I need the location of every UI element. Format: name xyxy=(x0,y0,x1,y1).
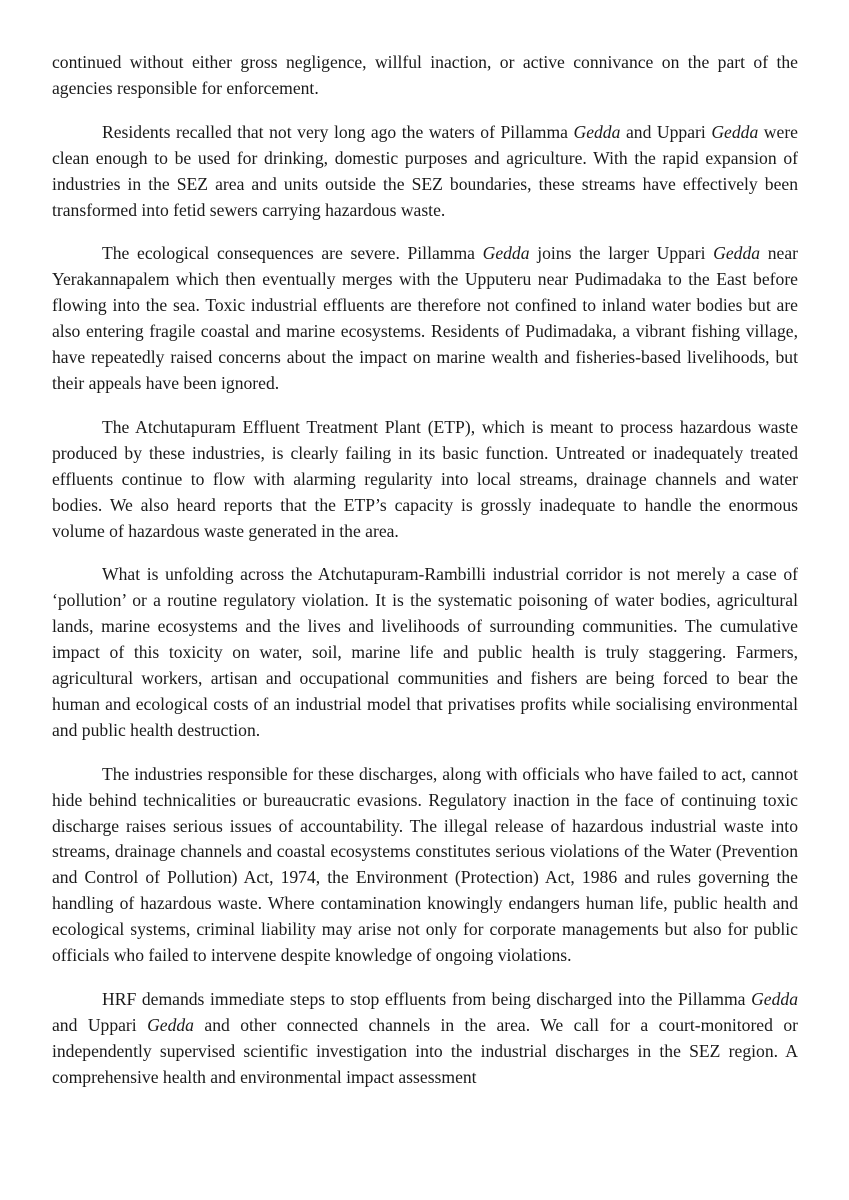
paragraph xyxy=(52,120,798,224)
paragraph xyxy=(52,50,798,102)
paragraph xyxy=(52,987,798,1091)
text-run: The ecological consequences are severe. Pillamma xyxy=(102,243,483,264)
text-run: joins the larger Uppari xyxy=(529,243,714,264)
italic-term: Gedda xyxy=(711,121,759,142)
document-page xyxy=(52,50,798,1109)
paragraph xyxy=(52,241,798,396)
text-run: near Yerakannapalem which then eventually merges with the Upputeru near Pudimadaka to the East before flowing into the sea. Toxic industrial effluents are therefore not confined to inland water bodies but are also entering fragile coastal and marine ecosystems. Residents of Pudimadaka, a vibrant fishing village, have repeatedly raised concerns about the impact on marine wealth and fisheries-based livelihoods, but their appeals have been ignored. xyxy=(52,243,798,393)
italic-term: Gedda xyxy=(482,243,530,264)
italic-term: Gedda xyxy=(147,1014,194,1035)
paragraph xyxy=(52,415,798,545)
italic-term: Gedda xyxy=(713,243,761,264)
text-run: Residents recalled that not very long ago the waters of Pillamma xyxy=(102,121,574,142)
text-run: and Uppari xyxy=(620,121,712,142)
paragraph xyxy=(52,762,798,969)
text-run: HRF demands immediate steps to stop effluents from being discharged into the Pillamma xyxy=(102,989,752,1009)
text-run: The industries responsible for these discharges, along with officials who have failed to act, cannot hide behind technicalities or bureaucratic evasions. Regulatory inaction in the face of continuing toxic discharge raises serious issues of accountability. The illegal release of hazardous industrial waste into streams, drainage channels and coastal ecosystems constitutes serious violations of the Water (Prevention and Control of Pollution) Act, 1974, the Environment (Protection) Act, 1986 and rules governing the handling of hazardous waste. Where contamination knowingly endangers human life, public health and ecological systems, criminal liability may arise not only for corporate managements but also for public officials who failed to intervene despite knowledge of ongoing violations. xyxy=(52,763,798,966)
paragraph xyxy=(52,562,798,743)
italic-term: Gedda xyxy=(751,989,798,1009)
text-run: and other connected channels in the area. We call for a court-monitored or independently supervised scientific investigation into the industrial discharges in the SEZ region. A comprehensive health and environmental impact assessment xyxy=(52,1014,798,1087)
text-run: continued without either gross negligence, willful inaction, or active connivance on the part of the agencies responsible for enforcement. xyxy=(52,52,798,98)
text-run: and Uppari xyxy=(52,1014,148,1035)
text-run: What is unfolding across the Atchutapuram-Rambilli industrial corridor is not merely a case of ‘pollution’ or a routine regulatory violation. It is the systematic poisoning of water bodies, agricultural lands, marine ecosystems and the lives and livelihoods of surrounding communities. The cumulative impact of this toxicity on water, soil, marine life and public health is truly staggering. Farmers, agricultural workers, artisan and occupational communities and fishers are being forced to bear the human and ecological costs of an industrial model that privatises profits while socialising environmental and public health destruction. xyxy=(52,564,798,740)
italic-term: Gedda xyxy=(573,121,621,142)
text-run: were clean enough to be used for drinking, domestic purposes and agriculture. With the rapid expansion of industries in the SEZ area and units outside the SEZ boundaries, these streams have effectively been transformed into fetid sewers carrying hazardous waste. xyxy=(52,121,798,220)
text-run: The Atchutapuram Effluent Treatment Plant (ETP), which is meant to process hazardous waste produced by these industries, is clearly failing in its basic function. Untreated or inadequately treated effluents continue to flow with alarming regularity into local streams, drainage channels and water bodies. We also heard reports that the ETP’s capacity is grossly inadequate to handle the enormous volume of hazardous waste generated in the area. xyxy=(52,416,798,541)
